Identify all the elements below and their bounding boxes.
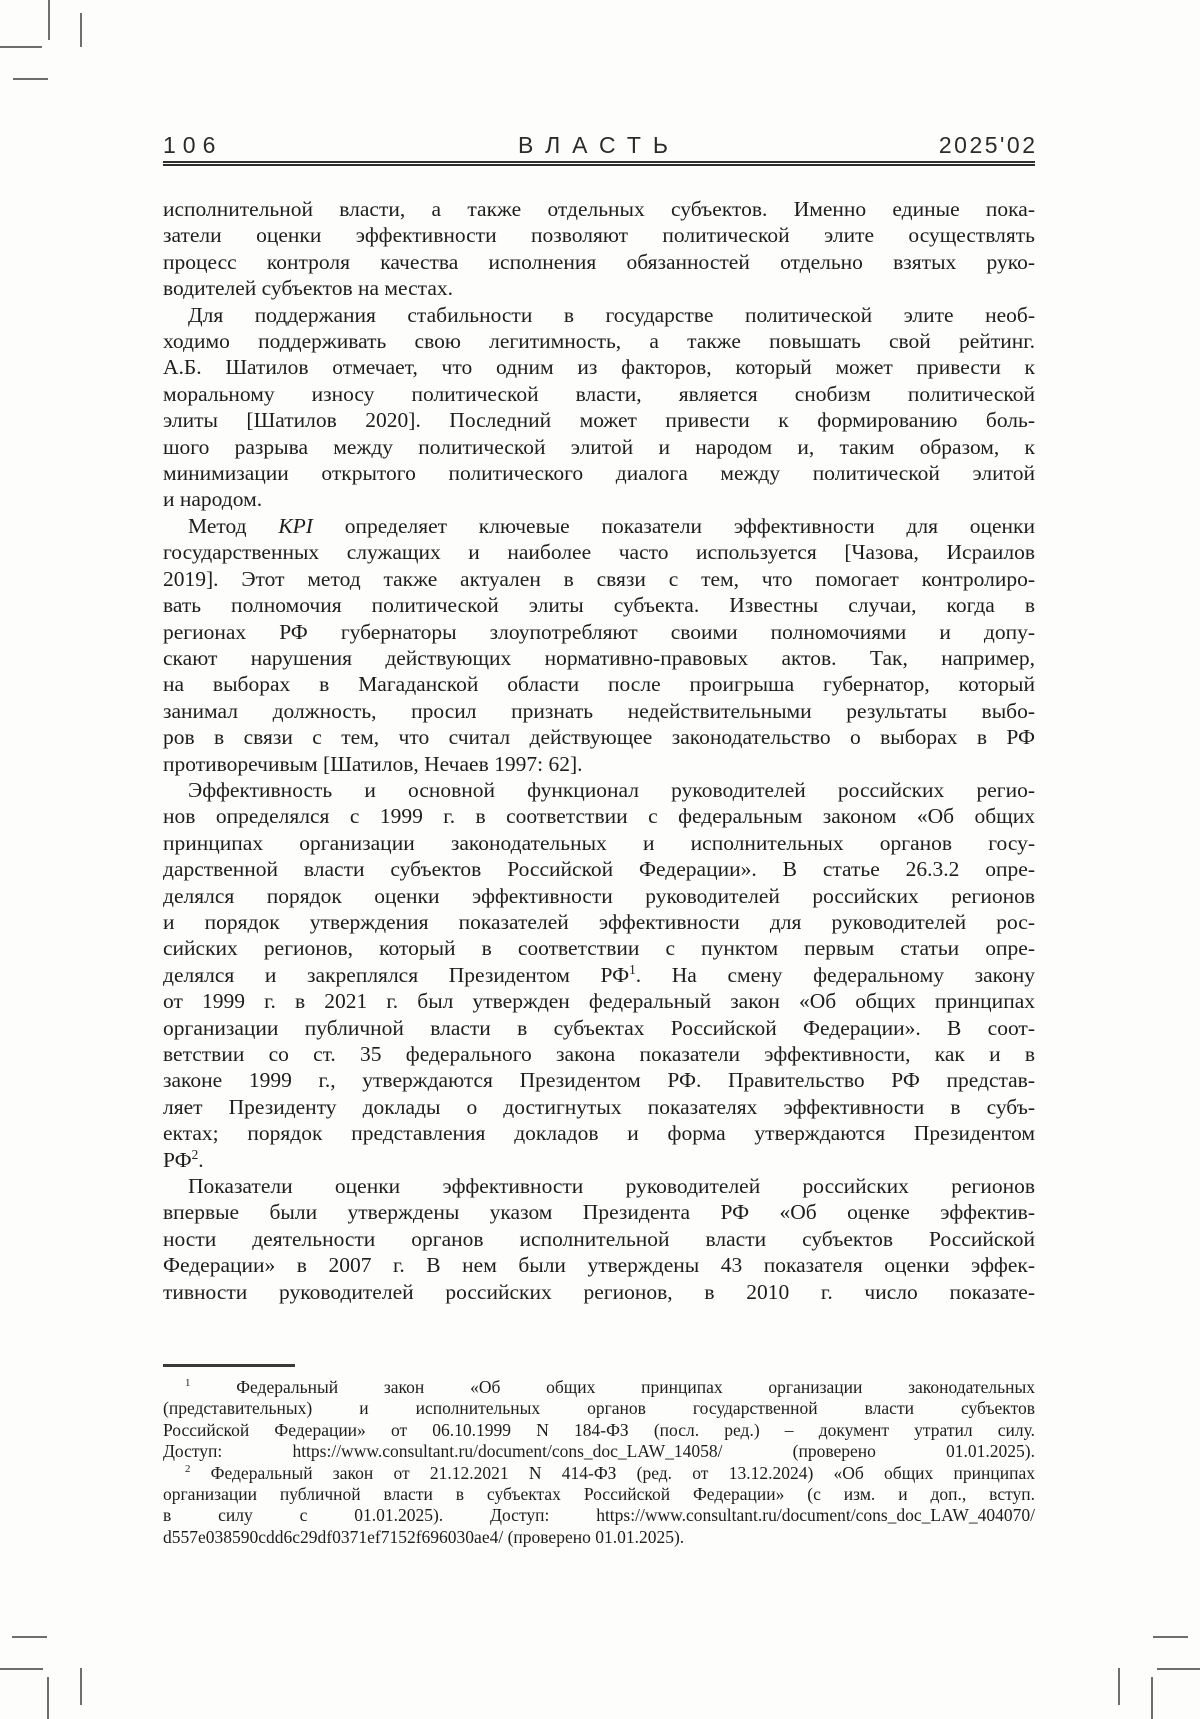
footnote-line: [163, 1484, 1035, 1505]
paragraph: [163, 196, 1035, 302]
text-segment: ров в связи с тем, что считал действующее законодательство о выборах в РФ: [163, 725, 1035, 750]
text-segment: .: [198, 1147, 204, 1172]
text-segment: в силу с 01.01.2025). Доступ: https://www.consultant.ru/document/cons_doc_LAW_404070/: [163, 1505, 1035, 1526]
crop-mark-top-left-h2: [13, 78, 48, 80]
crop-mark-bottom-left-v1: [47, 1677, 49, 1719]
text-segment: шого разрыва между политической элитой и народом и, таким образом, к: [163, 434, 1035, 459]
crop-mark-bottom-left-h1: [12, 1636, 47, 1638]
text-segment: Федеральный закон «Об общих принципах организации законодательных: [190, 1377, 1035, 1397]
text-line: [163, 671, 1035, 697]
text-segment: нов определялся с 1999 г. в соответствии с федеральным законом «Об общих: [163, 804, 1035, 829]
text-line: [163, 1147, 1035, 1173]
footnote: [163, 1463, 1035, 1549]
text-segment: KPI: [278, 513, 313, 538]
text-segment: ности деятельности органов исполнительной власти субъектов Российской: [163, 1226, 1035, 1251]
text-line: [163, 302, 1035, 328]
crop-mark-top-left-v1: [48, 0, 50, 40]
text-segment: ляет Президенту доклады о достигнутых показателях эффективности в субъ-: [163, 1094, 1035, 1119]
footnote-marker: 1: [629, 961, 636, 977]
text-segment: (представительных) и исполнительных органов государственной власти субъектов: [163, 1398, 1035, 1419]
text-line: [163, 1041, 1035, 1067]
text-segment: ектах; порядок представления докладов и форма утверждаются Президентом: [163, 1121, 1035, 1146]
text-segment: скают нарушения действующих нормативно-правовых актов. Так, например,: [163, 645, 1035, 670]
text-line: [163, 1067, 1035, 1093]
text-segment: водителей субъектов на местах.: [163, 276, 453, 301]
text-line: [163, 856, 1035, 882]
text-line: [163, 1226, 1035, 1252]
text-line: [163, 698, 1035, 724]
text-line: [163, 354, 1035, 380]
text-line: [163, 539, 1035, 565]
text-line: [163, 222, 1035, 248]
footnote-line: [163, 1505, 1035, 1526]
text-segment: ветствии со ст. 35 федерального закона показатели эффективности, как и в: [163, 1042, 1035, 1066]
text-line: [163, 883, 1035, 909]
text-line: [163, 830, 1035, 856]
crop-mark-bottom-right-h1: [1153, 1636, 1188, 1638]
text-line: [163, 566, 1035, 592]
text-line: [163, 988, 1035, 1014]
footnote-separator: [163, 1364, 295, 1367]
text-segment: исполнительной власти, а также отдельных субъектов. Именно единые пока-: [163, 197, 1035, 221]
text-segment: делялся и закреплялся Президентом РФ: [163, 962, 630, 987]
text-line: [163, 909, 1035, 935]
crop-mark-bottom-left-h2: [0, 1668, 43, 1670]
text-line: [163, 196, 1035, 222]
text-segment: ходимо поддерживать свою легитимность, а также повышать свой рейтинг.: [163, 329, 1035, 354]
footnote-line: [163, 1527, 1035, 1548]
text-segment: элиты [Шатилов 2020]. Последний может привести к формированию боль-: [163, 408, 1035, 433]
text-segment: А.Б. Шатилов отмечает, что одним из факторов, который может привести к: [163, 355, 1035, 380]
text-segment: от 1999 г. в 2021 г. был утвержден федеральный закон «Об общих принципах: [163, 989, 1035, 1014]
crop-mark-bottom-left-v2: [80, 1668, 82, 1705]
article-text: [163, 196, 1035, 1305]
footnote-line: [163, 1420, 1035, 1441]
text-segment: РФ: [163, 1147, 192, 1172]
text-line: [163, 486, 1035, 512]
text-segment: 2019]. Этот метод также актуален в связи с тем, что помогает контролиро-: [163, 566, 1035, 591]
text-line: [163, 1120, 1035, 1146]
text-segment: Российской Федерации» от 06.10.1999 N 184-ФЗ (посл. ред.) – документ утратил силу.: [163, 1419, 1035, 1440]
text-segment: впервые были утверждены указом Президента РФ «Об оценке эффектив-: [163, 1200, 1035, 1225]
text-line: [163, 1279, 1035, 1305]
footnote-marker: 2: [191, 1146, 199, 1162]
text-line: [163, 434, 1035, 460]
page-number: 106: [163, 132, 223, 158]
text-segment: принципах организации законодательных и исполнительных органов госу-: [163, 830, 1035, 855]
text-segment: регионах РФ губернаторы злоупотребляют своими полномочиями и допу-: [163, 619, 1035, 644]
text-line: [163, 1094, 1035, 1120]
text-line: [163, 1199, 1035, 1225]
text-segment: и порядок утверждения показателей эффективности для руководителей рос-: [163, 909, 1035, 934]
text-segment: Для поддержания стабильности в государстве политической элите необ-: [188, 302, 1035, 327]
text-segment: моральному износу политической власти, является снобизм политической: [163, 381, 1035, 406]
crop-mark-top-left-v2: [80, 13, 82, 47]
text-segment: Эффективность и основной функционал руководителей российских регио-: [188, 777, 1035, 802]
text-line: [163, 962, 1035, 988]
text-segment: d557e038590cdd6c29df0371ef7152f696030ae4/ (проверено 01.01.2025).: [163, 1526, 685, 1547]
text-segment: Метод: [188, 513, 279, 538]
footnote-marker: 1: [185, 1377, 191, 1390]
text-segment: делялся порядок оценки эффективности руководителей российских регионов: [163, 883, 1035, 908]
text-segment: на выборах в Магаданской области после проигрыша губернатор, который: [163, 672, 1035, 697]
text-segment: сийских регионов, который в соответствии с пунктом первым статьи опре-: [163, 936, 1035, 961]
text-segment: Федерации» в 2007 г. В нем были утверждены 43 показателя оценки эффек-: [163, 1253, 1035, 1278]
text-segment: законе 1999 г., утверждаются Президентом РФ. Правительство РФ представ-: [163, 1068, 1035, 1093]
paragraph: [163, 1173, 1035, 1305]
text-segment: Доступ: https://www.consultant.ru/document/cons_doc_LAW_14058/ (проверено 01.01.2025).: [163, 1441, 1035, 1462]
text-line: [163, 407, 1035, 433]
crop-mark-bottom-right-v1: [1151, 1677, 1153, 1719]
text-line: [163, 1173, 1035, 1199]
text-line: [163, 724, 1035, 750]
footnote-line: [163, 1377, 1035, 1398]
paragraph: [163, 513, 1035, 777]
text-segment: тивности руководителей российских регионов, в 2010 г. число показате-: [163, 1279, 1035, 1304]
text-line: [163, 513, 1035, 539]
crop-mark-bottom-right-v2: [1118, 1668, 1120, 1705]
crop-mark-top-left-h1: [0, 46, 42, 48]
text-segment: организации публичной власти в субъектах Российской Федерации» (с изм. и доп., вступ.: [163, 1484, 1035, 1505]
page-header: [163, 131, 1038, 161]
text-line: [163, 751, 1035, 777]
paragraph: [163, 777, 1035, 1173]
text-segment: Показатели оценки эффективности руководителей российских регионов: [188, 1174, 1035, 1199]
text-segment: процесс контроля качества исполнения обязанностей отдельно взятых руко-: [163, 249, 1035, 274]
text-segment: и народом.: [163, 487, 263, 512]
crop-mark-bottom-right-h2: [1157, 1668, 1200, 1670]
text-segment: вать полномочия политической элиты субъекта. Известны случаи, когда в: [163, 593, 1035, 618]
issue-number: 2025'02: [938, 132, 1038, 158]
header-rule: [163, 161, 1035, 166]
text-line: [163, 460, 1035, 486]
footnote-line: [163, 1463, 1035, 1484]
text-line: [163, 249, 1035, 275]
text-segment: определяет ключевые показатели эффективности для оценки: [312, 513, 1035, 538]
footnotes: [163, 1377, 1035, 1548]
text-line: [163, 803, 1035, 829]
text-line: [163, 935, 1035, 961]
text-segment: государственных служащих и наиболее часто используется [Чазова, Исраилов: [163, 540, 1035, 565]
footnote-marker: 2: [185, 1462, 191, 1475]
text-segment: затели оценки эффективности позволяют политической элите осуществлять: [163, 223, 1035, 248]
text-line: [163, 275, 1035, 301]
text-segment: дарственной власти субъектов Российской Федерации». В статье 26.3.2 опре-: [163, 857, 1035, 882]
text-line: [163, 777, 1035, 803]
text-line: [163, 592, 1035, 618]
text-line: [163, 645, 1035, 671]
text-segment: противоречивым [Шатилов, Нечаев 1997: 62].: [163, 751, 583, 776]
text-line: [163, 328, 1035, 354]
text-segment: минимизации открытого политического диалога между политической элитой: [163, 461, 1035, 486]
paragraph: [163, 302, 1035, 513]
text-segment: . На смену федеральному закону: [635, 962, 1035, 987]
text-segment: организации публичной власти в субъектах Российской Федерации». В соот-: [163, 1015, 1035, 1040]
text-line: [163, 1015, 1035, 1041]
footnote: [163, 1377, 1035, 1463]
footnote-line: [163, 1398, 1035, 1419]
text-line: [163, 381, 1035, 407]
text-line: [163, 1252, 1035, 1278]
text-line: [163, 619, 1035, 645]
journal-title: ВЛАСТЬ: [517, 132, 681, 158]
text-segment: занимал должность, просил признать недействительными результаты выбо-: [163, 698, 1035, 723]
text-segment: Федеральный закон от 21.12.2021 N 414-ФЗ (ред. от 13.12.2024) «Об общих принципах: [190, 1462, 1035, 1483]
footnote-line: [163, 1441, 1035, 1462]
